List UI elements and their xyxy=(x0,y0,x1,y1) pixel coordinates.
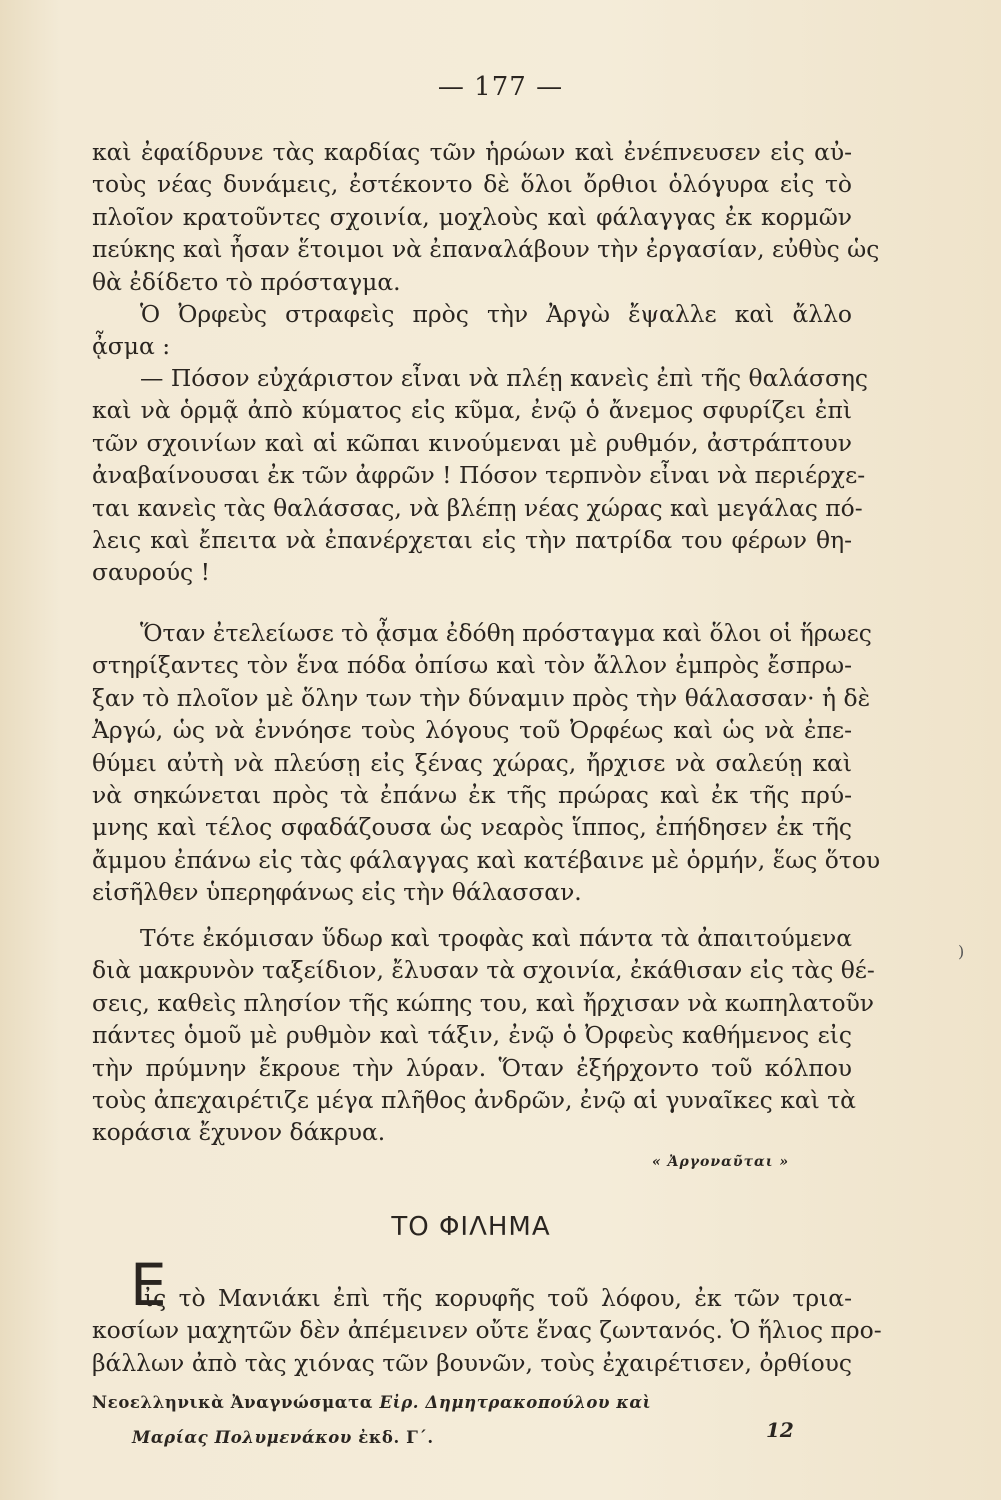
text-line: Ὅταν ἐτελείωσε τὸ ᾆσμα ἐδόθη πρόσταγμα καὶ ὅλοι οἱ ἥρωες xyxy=(140,619,872,647)
page-number: — 177 — xyxy=(437,72,564,102)
footer-line-2 xyxy=(132,1428,434,1447)
text-line: θὰ ἐδίδετο τὸ πρόσταγμα. xyxy=(92,267,401,296)
text-line: ἀναβαίνουσαι ἐκ τῶν ἀφρῶν ! Πόσον τερπνὸν εἶναι νὰ περιέρχε- xyxy=(92,461,866,490)
text-line: κοράσια ἔχυνον δάκρυα. xyxy=(92,1118,386,1147)
text-line: τοὺς ἀπεχαιρέτιζε μέγα πλῆθος ἀνδρῶν, ἐνῷ αἱ γυναῖκες καὶ τὰ xyxy=(92,1086,856,1115)
paragraph-1 xyxy=(92,136,880,298)
source-citation: « Ἀργοναῦται » xyxy=(652,1154,790,1170)
text-line: σαυρούς ! xyxy=(92,558,210,587)
text-line: λεις καὶ ἔπειτα νὰ ἐπανέρχεται εἰς τὴν πατρίδα του φέρων θη- xyxy=(92,526,852,555)
drop-cap: Ε xyxy=(130,1251,167,1319)
text-line: — Πόσον εὐχάριστον εἶναι νὰ πλέῃ κανεὶς ἐπὶ τῆς θαλάσσης xyxy=(140,364,869,392)
authors-part-1: Εἰρ. Δημητρακοπούλου καὶ xyxy=(379,1393,652,1412)
margin-mark: ) xyxy=(958,942,965,961)
authors-part-2: Μαρίας Πολυμενάκου xyxy=(132,1428,352,1447)
text-line: καὶ ἐφαίδρυνε τὰς καρδίας τῶν ἡρώων καὶ ἐνέπνευσεν εἰς αὐ- xyxy=(92,138,852,166)
text-line: πλοῖον κρατοῦντες σχοινία, μοχλοὺς καὶ φάλαγγας ἐκ κορμῶν xyxy=(92,202,852,231)
text-line: πάντες ὁμοῦ μὲ ρυθμὸν καὶ τάξιν, ἐνῷ ὁ Ὀρφεὺς καθήμενος εἰς xyxy=(92,1021,852,1050)
text-line: στηρίξαντες τὸν ἕνα πόδα ὀπίσω καὶ τὸν ἄλλον ἐμπρὸς ἔσπρω- xyxy=(92,651,852,680)
text-line: εἰσῆλθεν ὑπερηφάνως εἰς τὴν θάλασσαν. xyxy=(92,878,582,907)
book-label: Νεοελληνικὰ Ἀναγνώσματα xyxy=(92,1393,374,1412)
text-line: ἰς τὸ Μανιάκι ἐπὶ τῆς κορυφῆς τοῦ λόφου, ἐκ τῶν τρια- xyxy=(144,1284,852,1312)
text-line: ται κανεὶς τὰς θαλάσσας, νὰ βλέπῃ νέας χώρας καὶ μεγάλας πό- xyxy=(92,493,863,522)
text-line: Τότε ἐκόμισαν ὕδωρ καὶ τροφὰς καὶ πάντα τὰ ἀπαιτούμενα xyxy=(140,924,852,952)
paragraph-3 xyxy=(92,362,869,589)
text-line: θύμει αὐτὴ νὰ πλεύσῃ εἰς ξένας χώρας, ἤρχισε νὰ σαλεύῃ καὶ xyxy=(92,748,852,777)
text-line: τῶν σχοινίων καὶ αἱ κῶπαι κινούμεναι μὲ ρυθμόν, ἀστράπτουν xyxy=(92,428,852,457)
text-line: τοὺς νέας δυνάμεις, ἐστέκοντο δὲ ὅλοι ὄρθιοι ὁλόγυρα εἰς τὸ xyxy=(92,170,852,199)
text-line: μνης καὶ τέλος σφαδάζουσα ὡς νεαρὸς ἵππος, ἐπήδησεν ἐκ τῆς xyxy=(92,813,852,842)
text-line: καὶ νὰ ὁρμᾷ ἀπὸ κύματος εἰς κῦμα, ἐνῷ ὁ ἄνεμος σφυρίζει ἐπὶ xyxy=(92,396,852,425)
text-line: βάλλων ἀπὸ τὰς χιόνας τῶν βουνῶν, τοὺς ἐχαιρέτισεν, ὀρθίους xyxy=(92,1348,852,1377)
paragraph-2 xyxy=(92,298,852,363)
footer-line-1 xyxy=(92,1393,692,1412)
text-line: πεύκης καὶ ἦσαν ἕτοιμοι νὰ ἐπαναλάβουν τὴν ἐργασίαν, εὐθὺς ὡς xyxy=(92,235,880,264)
text-line: ξαν τὸ πλοῖον μὲ ὅλην των τὴν δύναμιν πρὸς τὴν θάλασσαν· ἡ δὲ xyxy=(92,683,871,712)
paragraph-5 xyxy=(92,922,875,1149)
section-title: ΤΟ ΦΙΛΗΜΑ xyxy=(391,1212,551,1242)
signature-mark: 12 xyxy=(766,1418,794,1442)
text-line: νὰ σηκώνεται πρὸς τὰ ἐπάνω ἐκ τῆς πρώρας καὶ ἐκ τῆς πρύ- xyxy=(92,781,852,810)
edition-label: ἐκδ. Γ΄. xyxy=(358,1428,434,1447)
text-line: Ὁ Ὀρφεὺς στραφεὶς πρὸς τὴν Ἀργὼ ἔψαλλε καὶ ἄλλο xyxy=(140,300,852,328)
story-paragraph xyxy=(92,1282,882,1379)
text-line: σεις, καθεὶς πλησίον τῆς κώπης του, καὶ ἤρχισαν νὰ κωπηλατοῦν xyxy=(92,988,875,1017)
text-line: τὴν πρύμνην ἔκρουε τὴν λύραν. Ὅταν ἐξήρχοντο τοῦ κόλπου xyxy=(92,1053,852,1082)
text-line: ἄμμου ἐπάνω εἰς τὰς φάλαγγας καὶ κατέβαινε μὲ ὁρμήν, ἕως ὅτου xyxy=(92,845,881,874)
paragraph-4 xyxy=(92,617,881,909)
text-line: διὰ μακρυνὸν ταξείδιον, ἔλυσαν τὰ σχοινία, ἐκάθισαν εἰς τὰς θέ- xyxy=(92,956,875,985)
text-line: Ἀργώ, ὡς νὰ ἐννόησε τοὺς λόγους τοῦ Ὀρφέως καὶ ὡς νὰ ἐπε- xyxy=(92,716,852,745)
text-line: ᾆσμα : xyxy=(92,332,171,361)
text-line: κοσίων μαχητῶν δὲν ἀπέμεινεν οὔτε ἕνας ζωντανός. Ὁ ἥλιος προ- xyxy=(92,1316,882,1345)
